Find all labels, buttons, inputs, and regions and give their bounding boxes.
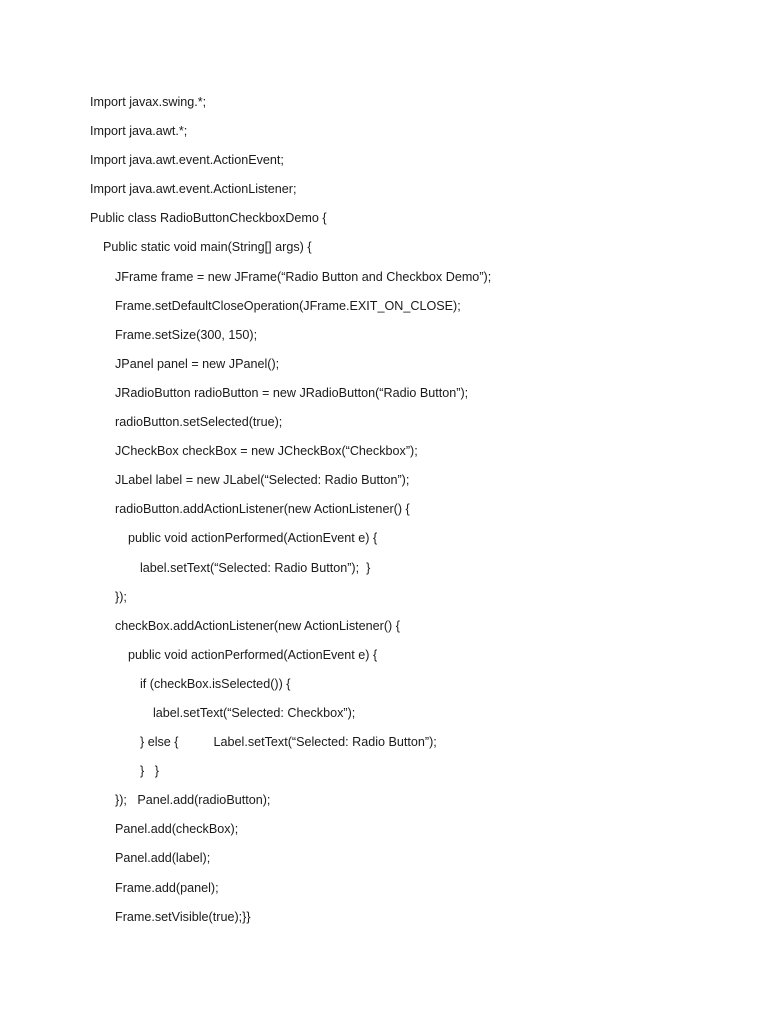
code-line: Panel.add(checkBox); xyxy=(115,822,239,837)
code-line: public void actionPerformed(ActionEvent e) { xyxy=(128,531,378,546)
code-line: Import javax.swing.*; xyxy=(90,95,207,109)
code-line: JPanel panel = new JPanel(); xyxy=(115,356,280,371)
code-line: }); Panel.add(radioButton); xyxy=(115,793,271,808)
code-line: Frame.setDefaultCloseOperation(JFrame.EXIT_ON_CLOSE); xyxy=(115,298,461,313)
code-line: Frame.add(panel); xyxy=(115,880,219,895)
code-line: } else { Label.setText(“Selected: Radio Button”); xyxy=(140,735,437,750)
code-line: Import java.awt.event.ActionListener; xyxy=(90,182,297,197)
code-line: radioButton.setSelected(true); xyxy=(115,415,283,430)
code-line: Public class RadioButtonCheckboxDemo { xyxy=(90,211,327,226)
code-line: radioButton.addActionListener(new ActionListener() { xyxy=(115,502,410,517)
code-line: } } xyxy=(140,764,159,779)
code-line: Import java.awt.event.ActionEvent; xyxy=(90,153,284,168)
code-line: JCheckBox checkBox = new JCheckBox(“Checkbox”); xyxy=(115,444,418,459)
code-line: Public static void main(String[] args) { xyxy=(103,240,312,255)
code-line: JFrame frame = new JFrame(“Radio Button and Checkbox Demo”); xyxy=(115,269,492,284)
code-line: if (checkBox.isSelected()) { xyxy=(140,676,291,691)
code-line: Import java.awt.*; xyxy=(90,124,188,139)
code-line: label.setText(“Selected: Radio Button”); } xyxy=(140,560,371,575)
code-line: JRadioButton radioButton = new JRadioButton(“Radio Button”); xyxy=(115,385,469,400)
code-listing xyxy=(90,94,730,938)
code-line: Frame.setSize(300, 150); xyxy=(115,327,258,342)
code-line: Panel.add(label); xyxy=(115,851,211,866)
code-line: checkBox.addActionListener(new ActionListener() { xyxy=(115,618,400,633)
code-line: JLabel label = new JLabel(“Selected: Radio Button”); xyxy=(115,473,410,488)
code-line: }); xyxy=(115,589,127,604)
code-line: Frame.setVisible(true);}} xyxy=(115,909,251,924)
code-line: label.setText(“Selected: Checkbox”); xyxy=(153,705,356,720)
code-line: public void actionPerformed(ActionEvent e) { xyxy=(128,647,378,662)
